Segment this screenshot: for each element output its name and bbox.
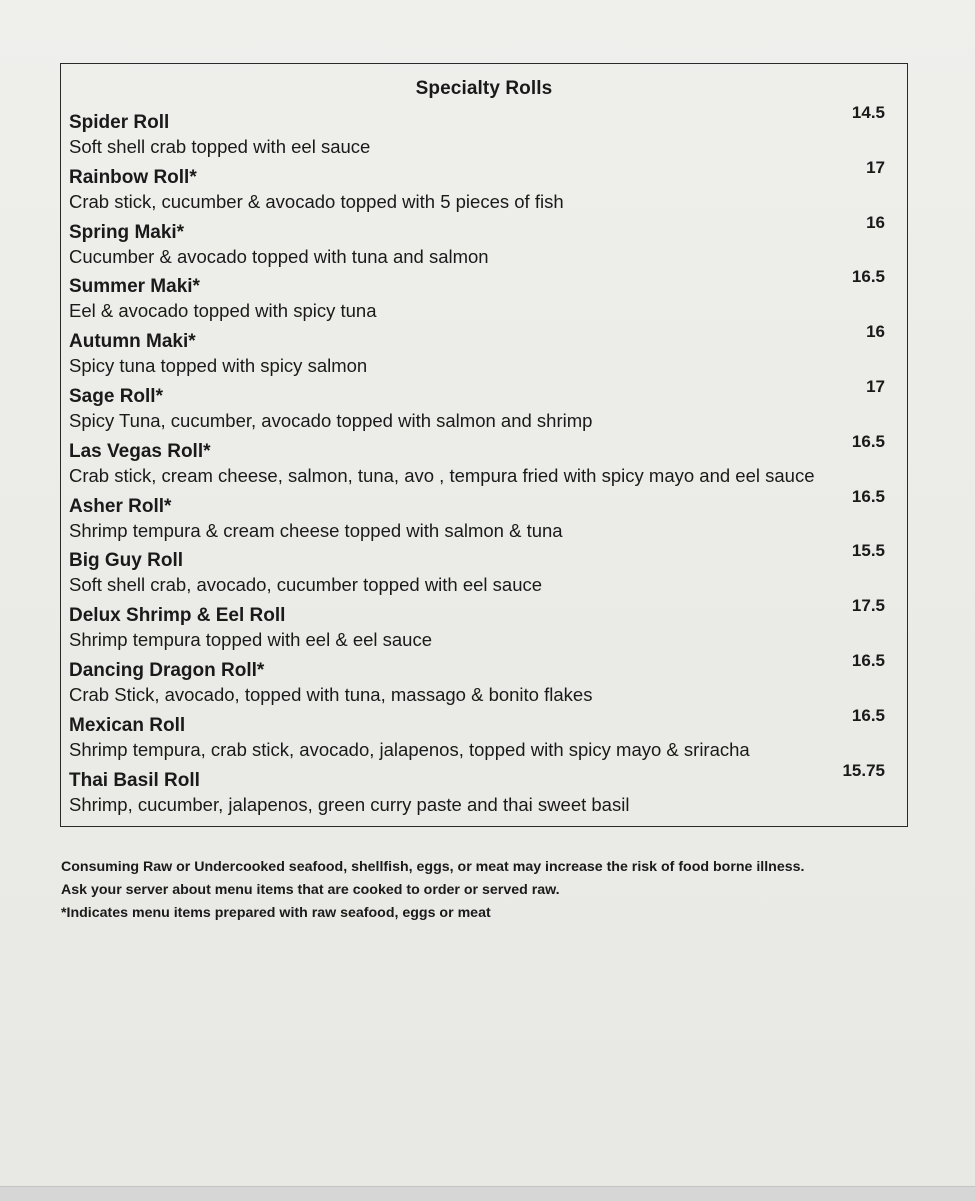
specialty-rolls-section xyxy=(60,63,908,827)
menu-item xyxy=(69,486,889,547)
item-price: 17 xyxy=(866,157,885,177)
section-title: Specialty Rolls xyxy=(415,78,553,99)
menu-item xyxy=(69,212,889,273)
menu-item xyxy=(69,322,889,382)
item-description: Shrimp, cucumber, jalapenos, green curry paste and thai sweet basil xyxy=(69,793,630,815)
item-price: 16.5 xyxy=(851,705,885,725)
menu-item xyxy=(69,541,889,601)
menu-item xyxy=(69,760,889,821)
item-description: Crab stick, cream cheese, salmon, tuna, avo , tempura fried with spicy mayo and eel sauce xyxy=(69,464,815,486)
item-name: Thai Basil Roll xyxy=(69,769,200,791)
item-price: 16.5 xyxy=(851,650,885,670)
item-name: Summer Maki* xyxy=(69,276,200,298)
menu-item xyxy=(69,596,889,656)
menu-item-list xyxy=(69,103,889,820)
item-price: 15.5 xyxy=(851,541,885,561)
disclaimer-line: Consuming Raw or Undercooked seafood, shellfish, eggs, or meat may increase the risk of food borne illness. xyxy=(61,859,805,875)
item-description: Shrimp tempura, crab stick, avocado, jalapenos, topped with spicy mayo & sriracha xyxy=(69,738,750,760)
item-description: Crab Stick, avocado, topped with tuna, massago & bonito flakes xyxy=(69,683,593,705)
item-price: 15.75 xyxy=(842,760,885,780)
item-name: Autumn Maki* xyxy=(69,331,196,353)
item-price: 16.5 xyxy=(851,431,885,451)
food-safety-disclaimer xyxy=(61,856,941,925)
bottom-edge xyxy=(0,1186,975,1201)
item-name: Sage Roll* xyxy=(69,385,163,407)
menu-item xyxy=(69,650,889,711)
item-name: Rainbow Roll* xyxy=(69,166,197,188)
menu-item xyxy=(69,431,889,492)
item-price: 17 xyxy=(866,376,885,396)
item-description: Spicy Tuna, cucumber, avocado topped with salmon and shrimp xyxy=(69,409,593,431)
disclaimer-line: Ask your server about menu items that are cooked to order or served raw. xyxy=(61,882,560,898)
item-description: Shrimp tempura topped with eel & eel sauce xyxy=(69,629,433,651)
item-name: Big Guy Roll xyxy=(69,550,183,572)
menu-item xyxy=(69,103,889,163)
item-price: 16.5 xyxy=(851,486,885,506)
item-description: Cucumber & avocado topped with tuna and salmon xyxy=(69,245,489,267)
item-name: Spring Maki* xyxy=(69,221,185,243)
disclaimer-line: *Indicates menu items prepared with raw seafood, eggs or meat xyxy=(61,905,491,921)
menu-item xyxy=(69,267,889,327)
item-name: Delux Shrimp & Eel Roll xyxy=(69,605,286,627)
item-description: Spicy tuna topped with spicy salmon xyxy=(69,355,368,377)
item-price: 16 xyxy=(866,322,885,342)
item-description: Soft shell crab topped with eel sauce xyxy=(69,136,371,157)
item-name: Spider Roll xyxy=(69,112,170,133)
item-description: Crab stick, cucumber & avocado topped with 5 pieces of fish xyxy=(69,190,564,212)
menu-item xyxy=(69,157,889,218)
item-price: 16.5 xyxy=(851,267,885,287)
menu-item xyxy=(69,376,889,437)
menu-item xyxy=(69,705,889,766)
item-description: Soft shell crab, avocado, cucumber topped with eel sauce xyxy=(69,574,543,596)
item-description: Shrimp tempura & cream cheese topped with salmon & tuna xyxy=(69,519,563,541)
item-price: 14.5 xyxy=(851,103,885,122)
item-description: Eel & avocado topped with spicy tuna xyxy=(69,300,377,322)
item-name: Asher Roll* xyxy=(69,495,172,517)
item-price: 16 xyxy=(866,212,885,232)
item-name: Las Vegas Roll* xyxy=(69,440,211,462)
item-name: Dancing Dragon Roll* xyxy=(69,659,265,681)
item-price: 17.5 xyxy=(851,596,885,616)
item-name: Mexican Roll xyxy=(69,714,186,736)
